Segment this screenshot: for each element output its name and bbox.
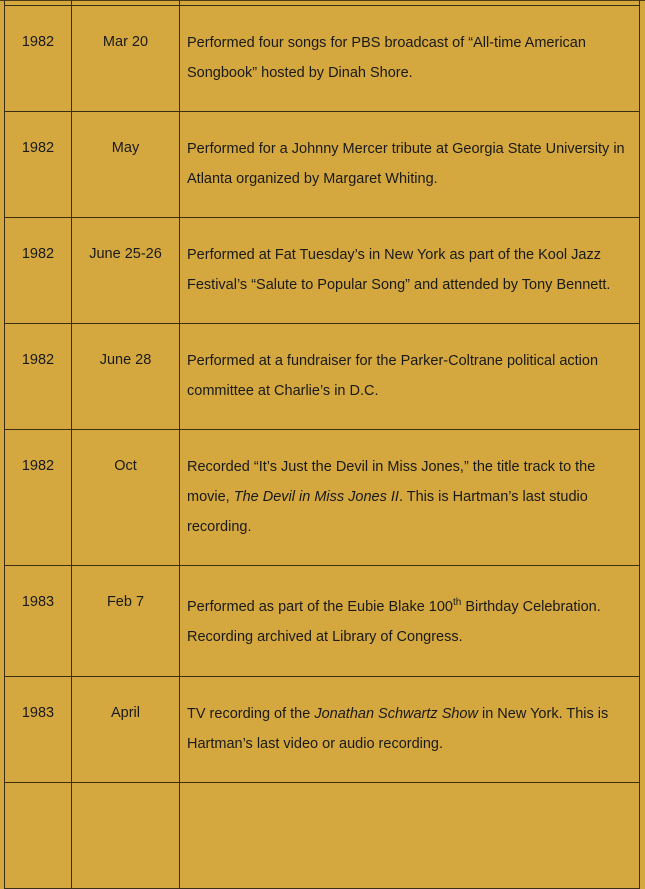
- description-text: Performed four songs for PBS broadcast of “All-time American Songbook” hosted by Dinah Shore.: [187, 35, 586, 81]
- ordinal-suffix: th: [453, 597, 462, 609]
- description-text: Performed at a fundraiser for the Parker-Coltrane political action committee at Charlie’s in D.C.: [187, 353, 599, 399]
- description-text: . This is Hartman’s last studio recording.: [187, 489, 588, 535]
- table-row: [5, 6, 640, 112]
- year-cell: 1982: [5, 112, 72, 218]
- description-text: Birthday Celebration. Recording archived at Library of Congress.: [187, 599, 601, 645]
- description-cell: [180, 566, 640, 677]
- date-cell: Mar 20: [72, 6, 180, 112]
- year-cell: 1982: [5, 324, 72, 430]
- year-cell: 1982: [5, 218, 72, 324]
- performance-timeline-table: [4, 0, 640, 889]
- show-title: Jonathan Schwartz Show: [314, 706, 478, 722]
- table-row: [5, 112, 640, 218]
- table-row: [5, 566, 640, 677]
- description-cell: [180, 112, 640, 218]
- movie-title: The Devil in Miss Jones II: [233, 489, 399, 505]
- description-cell: [180, 677, 640, 783]
- year-cell: 1983: [5, 677, 72, 783]
- description-cell: [180, 218, 640, 324]
- description-cell: [180, 430, 640, 566]
- date-cell: June 25-26: [72, 218, 180, 324]
- year-cell: 1982: [5, 6, 72, 112]
- date-cell: May: [72, 112, 180, 218]
- description-text: TV recording of the: [187, 706, 315, 722]
- date-cell: June 28: [72, 324, 180, 430]
- description-text: Performed as part of the Eubie Blake 100: [187, 599, 453, 615]
- year-cell: 1983: [5, 566, 72, 677]
- date-cell: Feb 7: [72, 566, 180, 677]
- description-cell: [180, 324, 640, 430]
- date-cell: Oct: [72, 430, 180, 566]
- table-row: [5, 324, 640, 430]
- description-cell: [180, 6, 640, 112]
- description-text: Performed for a Johnny Mercer tribute at Georgia State University in Atlanta organized by Margaret Whiting.: [187, 141, 625, 187]
- table-row: [5, 677, 640, 783]
- description-text: Recorded “It’s Just the Devil in Miss Jones,” the title track to the movie,: [187, 459, 596, 505]
- year-cell: 1982: [5, 430, 72, 566]
- description-text: Performed at Fat Tuesday’s in New York as part of the Kool Jazz Festival’s “Salute to Popular Song” and attended by Tony Bennett.: [187, 247, 611, 293]
- date-cell: April: [72, 677, 180, 783]
- table-row: [5, 430, 640, 566]
- description-text: in New York. This is Hartman’s last video or audio recording.: [187, 706, 609, 752]
- table-row: [5, 218, 640, 324]
- table-row-next: [5, 783, 640, 889]
